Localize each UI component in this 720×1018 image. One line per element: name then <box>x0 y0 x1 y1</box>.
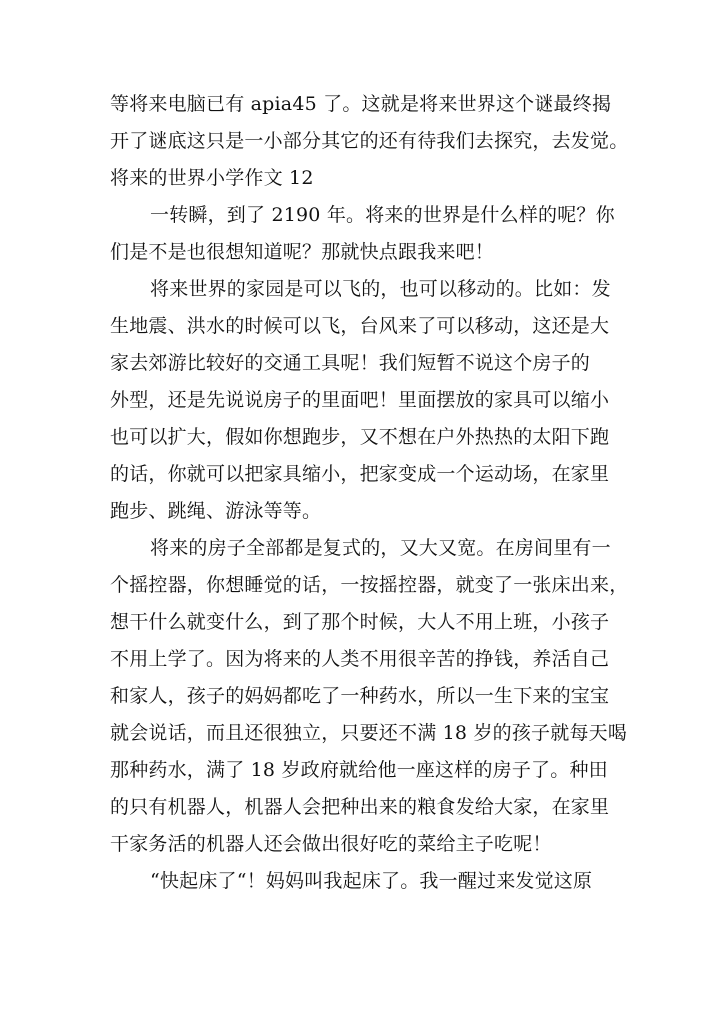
essay-title: 将来的世界小学作文 12 <box>110 167 314 189</box>
paragraph-start-line: 将来世界的家园是可以飞的，也可以移动的。比如：发 <box>150 278 611 300</box>
text-line: 和家人，孩子的妈妈都吃了一种药水，所以一生下来的宝宝 <box>110 685 610 707</box>
text-line: 想干什么就变什么，到了那个时候，大人不用上班，小孩子 <box>110 611 610 633</box>
text-line: 干家务活的机器人还会做出很好吃的菜给主子吃呢！ <box>110 833 552 855</box>
paragraph-start-line: 将来的房子全部都是复式的，又大又宽。在房间里有一 <box>150 537 611 559</box>
body-text <box>110 86 629 900</box>
text-line: 的话，你就可以把家具缩小，把家变成一个运动场，在家里 <box>110 463 610 485</box>
paragraph-start-line: “快起床了“！妈妈叫我起床了。我一醒过来发觉这原 <box>150 870 593 892</box>
text-line: 们是不是也很想知道呢？那就快点跟我来吧！ <box>110 241 495 263</box>
text-line: 那种药水，满了 18 岁政府就给他一座这样的房子了。种田 <box>110 759 608 781</box>
text-line: 外型，还是先说说房子的里面吧！里面摆放的家具可以缩小 <box>110 389 610 411</box>
paragraph-start-line: 一转瞬，到了 2190 年。将来的世界是什么样的呢？你 <box>150 204 615 226</box>
text-line: 就会说话，而且还很独立，只要还不满 18 岁的孩子就每天喝 <box>110 722 628 744</box>
text-line: 开了谜底这只是一小部分其它的还有待我们去探究，去发觉。 <box>110 130 629 152</box>
text-line: 生地震、洪水的时候可以飞，台风来了可以移动，这还是大 <box>110 315 610 337</box>
text-line: 不用上学了。因为将来的人类不用很辛苦的挣钱，养活自己 <box>110 648 610 670</box>
text-line: 的只有机器人，机器人会把种出来的粮食发给大家，在家里 <box>110 796 610 818</box>
text-line: 跑步、跳绳、游泳等等。 <box>110 500 322 522</box>
text-line: 家去郊游比较好的交通工具呢！我们短暂不说这个房子的 <box>110 352 591 374</box>
text-line: 个摇控器，你想睡觉的话，一按摇控器，就变了一张床出来， <box>110 574 629 596</box>
text-line: 也可以扩大，假如你想跑步，又不想在户外热热的太阳下跑 <box>110 426 610 448</box>
text-line: 等将来电脑已有 apia45 了。这就是将来世界这个谜最终揭 <box>110 93 612 115</box>
